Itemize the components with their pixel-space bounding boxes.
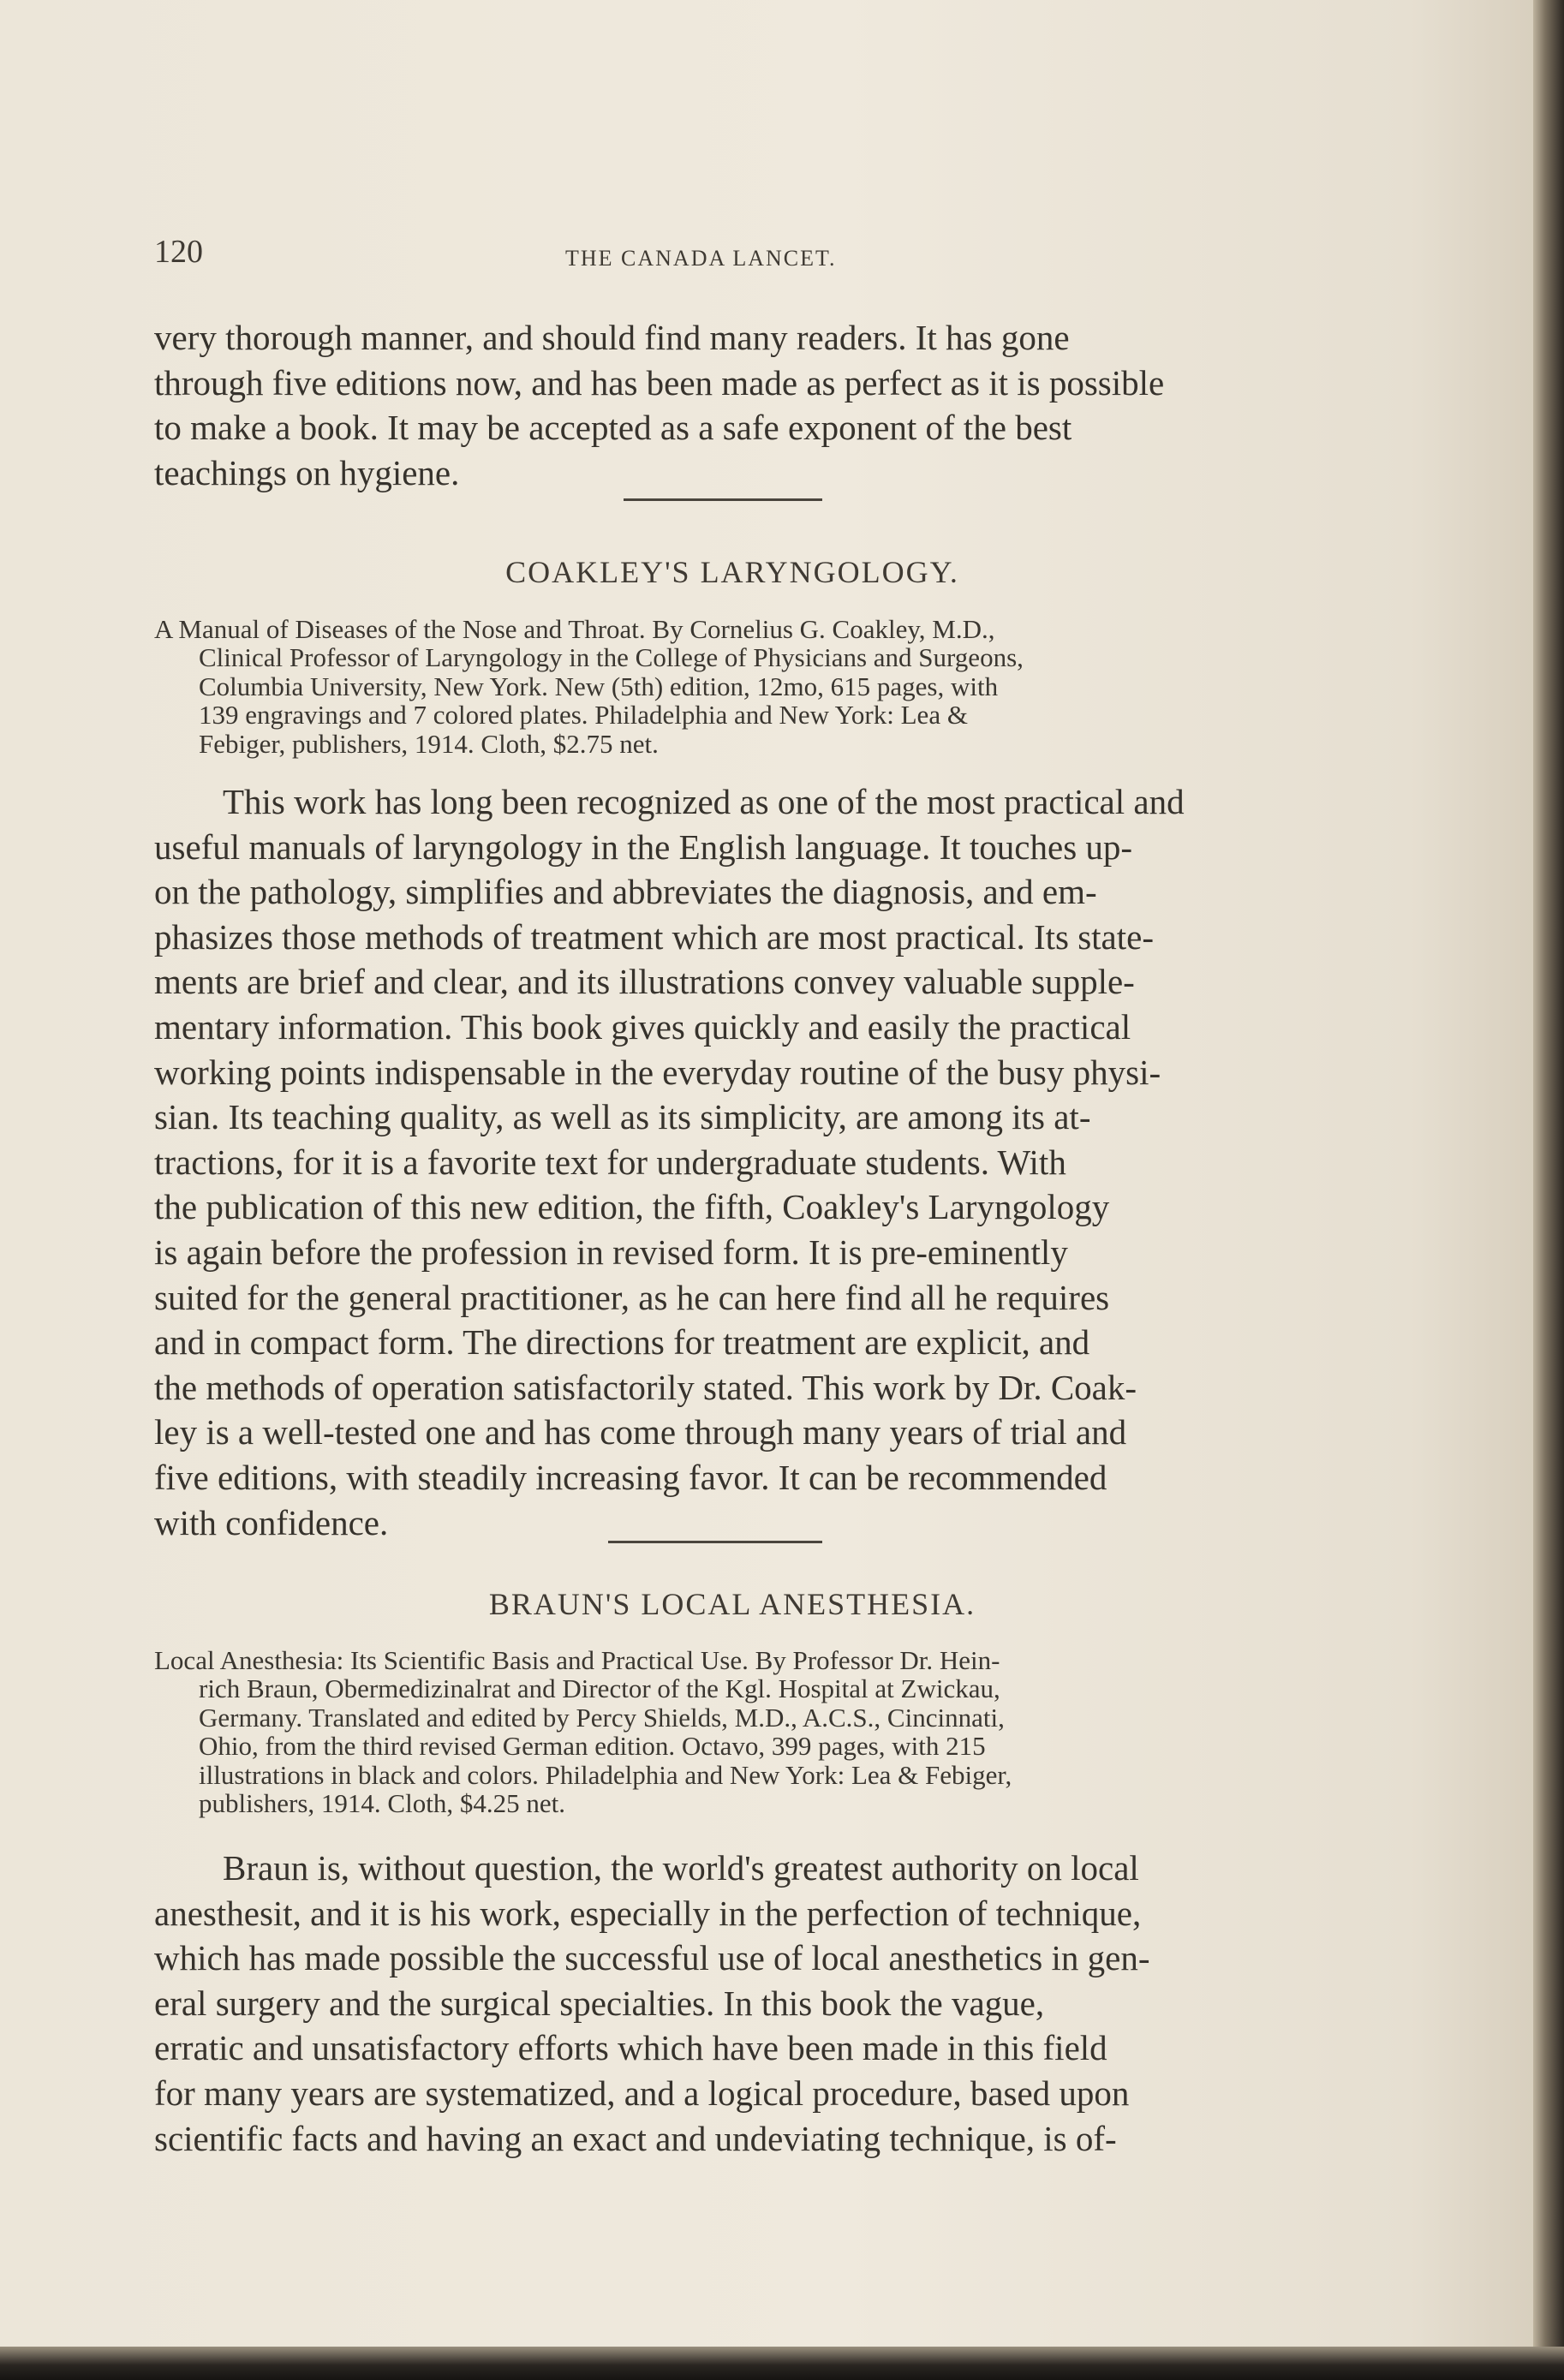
- citation-coakley: A Manual of Diseases of the Nose and Throat. By Cornelius G. Coakley, M.D., Clinical Professor of Laryngology in the College of Physicians and Surgeons, Columbia University, New York. New (5th) edition, 12mo, 615 pages, with 139 engravings and 7 colored plates. Philadelphia and New York: Lea & Febiger, publishers, 1914. Cloth, $2.75 net.: [154, 614, 1024, 759]
- review-paragraph-coakley: This work has long been recognized as one of the most practical and useful manuals of laryngology in the English language. It touches up- on the pathology, simplifies and abbreviates the diagnosis, and em- phasizes those methods of treatment which are most practical. Its state- ments are brief and clear, and its illustrations convey valuable supple- mentary information. This book gives quickly and easily the practical working points indispensable in the everyday routine of the busy physi- sian. Its teaching quality, as well as its simplicity, are among its at- tractions, for it is a favorite text for undergraduate students. With the publication of this new edition, the fifth, Coakley's Laryngology is again before the profession in revised form. It is pre-eminently suited for the general practitioner, as he can here find all he requires and in compact form. The directions for treatment are explicit, and the methods of operation satisfactorily stated. This work by Dr. Coak- ley is a well-tested one and has come through many years of trial and five editions, with steadily increasing favor. It can be recommended with confidence.: [154, 782, 1185, 1542]
- section-title-coakley: COAKLEY'S LARYNGOLOGY.: [505, 555, 959, 589]
- review-paragraph-braun: Braun is, without question, the world's greatest authority on local anesthesit, and it is his work, especially in the perfection of technique, which has made possible the successful use of local anesthetics in gen- eral surgery and the surgical specialties. In this book the vague, erratic and unsatisfactory efforts which have been made in this field for many years are systematized, and a logical procedure, based upon scientific facts and having an exact and undeviating technique, is of-: [154, 1848, 1150, 2158]
- section-title-braun: BRAUN'S LOCAL ANESTHESIA.: [488, 1587, 976, 1621]
- section-divider: [608, 1541, 822, 1543]
- book-edge-right: [1533, 0, 1564, 2380]
- section-divider: [624, 498, 822, 501]
- intro-paragraph: very thorough manner, and should find many readers. It has gone through five editions now, and has been made as perfect as it is possible to make a book. It may be accepted as a safe exponent of the best teachings on hygiene.: [154, 318, 1165, 492]
- citation-braun: Local Anesthesia: Its Scientific Basis and Practical Use. By Professor Dr. Hein- rich Braun, Obermedizinalrat and Director of the Kgl. Hospital at Zwickau, Germany. Translated and edited by Percy Shields, M.D., A.C.S., Cincinnati, Ohio, from the third revised German edition. Octavo, 399 pages, with 215 illustrations in black and colors. Philadelphia and New York: Lea & Febiger, publishers, 1914. Cloth, $4.25 net.: [154, 1645, 1012, 1819]
- book-edge-bottom: [0, 2347, 1564, 2380]
- running-title: THE CANADA LANCET.: [565, 246, 837, 271]
- page-number: 120: [154, 234, 203, 270]
